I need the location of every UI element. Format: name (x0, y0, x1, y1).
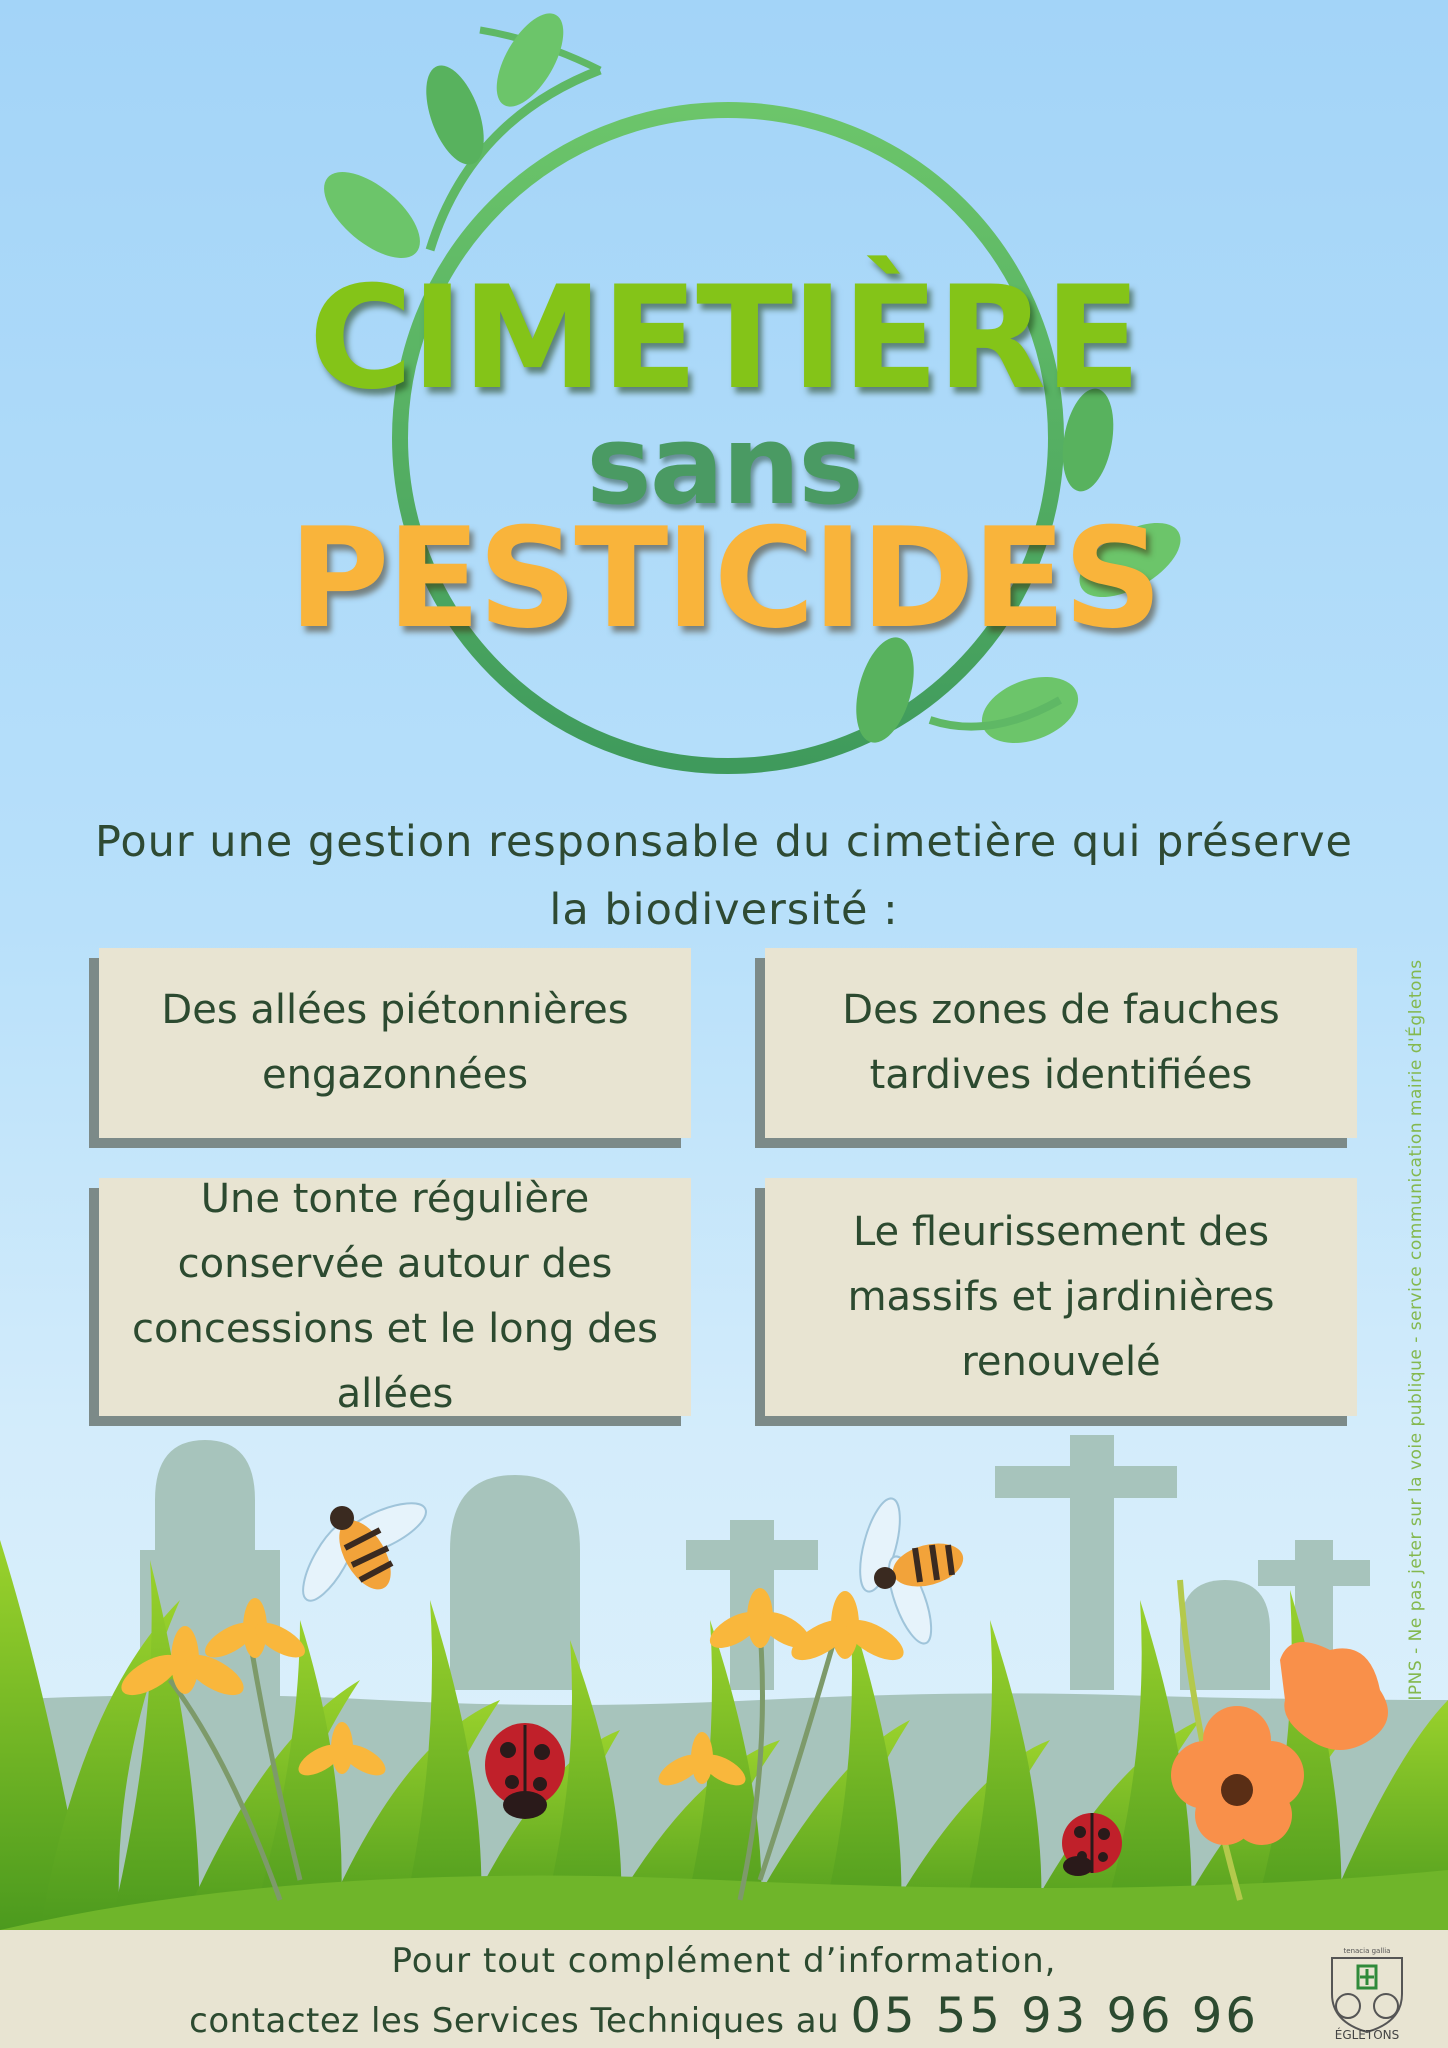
card-text (132, 1167, 658, 1427)
card-line: massifs et jardinières (847, 1273, 1275, 1320)
title-line-2: sans (586, 401, 862, 529)
leaf-icon (973, 665, 1087, 756)
leaf-icon (483, 3, 577, 117)
card-line: concessions et le long des (132, 1306, 658, 1352)
info-card-pedestrian-paths (99, 948, 691, 1138)
card-line: renouvelé (961, 1338, 1161, 1385)
card-line: allées (336, 1371, 454, 1417)
info-card-regular-mowing (99, 1178, 691, 1416)
intro-line-1: Pour une gestion responsable du cimetière qui préserve (94, 817, 1354, 867)
card-line: Une tonte régulière (200, 1176, 590, 1222)
card-text (842, 978, 1279, 1108)
town-logo-icon (1320, 1944, 1414, 2040)
card-text (161, 978, 628, 1108)
card-line: Des allées piétonnières (161, 987, 629, 1033)
cross-icon (686, 1540, 818, 1570)
title-line-1: CIMETIÈRE (308, 256, 1140, 421)
side-note: IPNS - Ne pas jeter sur la voie publique - service communication mairie d'Égletons (1406, 959, 1426, 1701)
intro-text (80, 808, 1368, 944)
footer-contact-text: contactez les Services Techniques au (189, 2001, 840, 2041)
title-line-3: PESTICIDES (288, 498, 1160, 659)
card-line: Le fleurissement des (852, 1208, 1270, 1255)
card-line: tardives identifiées (869, 1052, 1253, 1098)
info-card-flowering (765, 1178, 1357, 1416)
gravestone-icon (450, 1475, 580, 1690)
intro-line-2: la biodiversité : (549, 885, 899, 935)
info-card-late-mowing (765, 948, 1357, 1138)
footer-line-2 (0, 1988, 1448, 2044)
footer-line-1: Pour tout complément d’information, (391, 1941, 1057, 1981)
logo-motto: tenacia gallia (1343, 1947, 1391, 1955)
card-text (848, 1200, 1275, 1395)
card-line: engazonnées (261, 1052, 529, 1098)
town-name: ÉGLETONS (1334, 2028, 1400, 2042)
phone-number: 05 55 93 96 96 (850, 1988, 1259, 2044)
cross-icon (995, 1466, 1177, 1498)
bee-icon (293, 1493, 433, 1608)
card-line: conservée autour des (177, 1241, 613, 1287)
card-line: Des zones de fauches (842, 987, 1280, 1033)
cross-icon (1258, 1560, 1370, 1586)
